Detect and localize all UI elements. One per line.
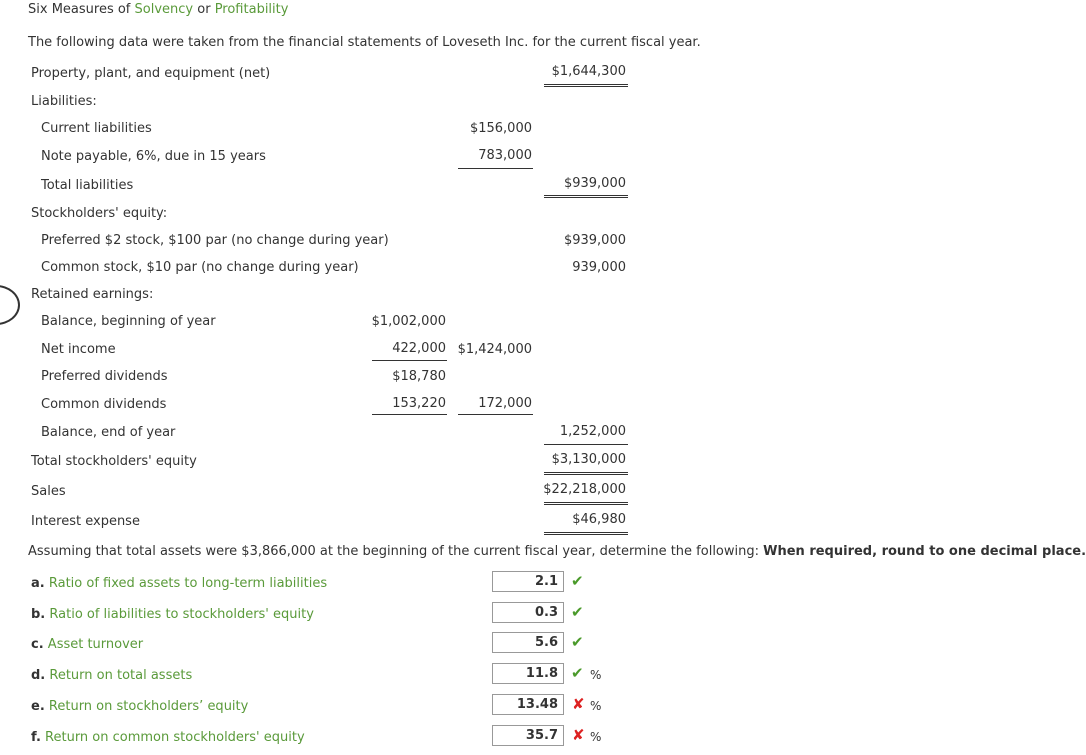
question-e [31,699,248,714]
question-text: Return on common stockholders' equity [45,730,305,745]
common-dividends-rule [372,414,447,415]
answer-input-b[interactable]: 0.3 [492,602,564,623]
question-text: Asset turnover [47,637,144,652]
common-dividends-subtotal: 172,000 [478,396,532,411]
scroll-indicator-circle [0,285,20,325]
preferred-dividends-value: $18,780 [392,369,446,384]
ppe-double-rule [544,84,628,87]
question-c [31,637,143,652]
question-f [31,730,305,745]
title-prefix: Six Measures of [28,2,135,17]
preferred-stock-value: $939,000 [563,233,626,248]
incorrect-x-icon: ✘ [572,726,585,744]
total-liabilities-double-rule [544,195,628,198]
total-liabilities-label: Total liabilities [41,178,134,193]
correct-check-icon: ✔ [571,664,584,682]
incorrect-x-icon: ✘ [572,695,585,713]
question-a [31,576,327,591]
common-stock-label: Common stock, $10 par (no change during year) [41,260,359,275]
balance-begin-label: Balance, beginning of year [41,314,216,329]
title-or: or [193,2,215,17]
common-dividends-label: Common dividends [41,397,167,412]
question-letter: f. [31,730,41,745]
net-income-subtotal: $1,424,000 [457,342,532,357]
preferred-stock-label: Preferred $2 stock, $100 par (no change during year) [41,233,389,248]
question-letter: b. [31,607,46,622]
solvency-link[interactable]: Solvency [134,2,194,17]
current-liabilities-value: $156,000 [469,121,532,136]
question-text: Return on total assets [49,668,193,683]
interest-expense-value: $46,980 [572,512,626,527]
question-text: Return on stockholders’ equity [48,699,249,714]
balance-end-rule [544,444,628,445]
net-income-value: 422,000 [392,341,446,356]
answer-input-e[interactable]: 13.48 [492,694,564,715]
interest-expense-label: Interest expense [31,514,140,529]
answer-input-f[interactable]: 35.7 [492,725,564,746]
total-se-double-rule [544,472,628,475]
question-letter: a. [31,576,45,591]
balance-begin-value: $1,002,000 [371,314,446,329]
total-liabilities-value: $939,000 [563,176,626,191]
note-payable-label: Note payable, 6%, due in 15 years [41,149,266,164]
sales-value: $22,218,000 [543,482,626,497]
balance-end-value: 1,252,000 [559,424,626,439]
assumption-text [28,544,1086,559]
question-letter: e. [31,699,45,714]
question-text: Ratio of liabilities to stockholders' equity [49,607,314,622]
ppe-value: $1,644,300 [551,64,626,79]
correct-check-icon: ✔ [571,633,584,651]
rounding-instruction: When required, round to one decimal place. [763,544,1086,559]
note-payable-value: 783,000 [478,148,532,163]
current-liabilities-label: Current liabilities [41,121,152,136]
total-se-label: Total stockholders' equity [31,454,197,469]
question-letter: c. [31,637,44,652]
stockholders-equity-heading: Stockholders' equity: [31,206,168,221]
percent-unit: % [590,699,602,713]
question-d [31,668,192,683]
intro-text: The following data were taken from the financial statements of Loveseth Inc. for the current fiscal year. [28,35,701,50]
profitability-link[interactable]: Profitability [214,2,289,17]
interest-expense-double-rule [544,532,628,535]
correct-check-icon: ✔ [571,603,584,621]
assumption-body: Assuming that total assets were $3,866,000 at the beginning of the current fiscal year, determine the following: [28,544,764,559]
net-income-rule [372,360,447,361]
sales-double-rule [544,502,628,505]
percent-unit: % [590,730,602,744]
net-income-label: Net income [41,342,116,357]
correct-check-icon: ✔ [571,572,584,590]
answer-input-a[interactable]: 2.1 [492,571,564,592]
sales-label: Sales [31,484,66,499]
balance-end-label: Balance, end of year [41,425,176,440]
question-text: Ratio of fixed assets to long-term liabilities [48,576,328,591]
question-letter: d. [31,668,46,683]
common-dividends-value: 153,220 [392,396,446,411]
question-b [31,607,314,622]
preferred-dividends-label: Preferred dividends [41,369,168,384]
ppe-label: Property, plant, and equipment (net) [31,66,271,81]
answer-input-c[interactable]: 5.6 [492,632,564,653]
answer-input-d[interactable]: 11.8 [492,663,564,684]
percent-unit: % [590,668,602,682]
page-title [28,2,288,17]
common-stock-value: 939,000 [572,260,626,275]
total-se-value: $3,130,000 [551,452,626,467]
note-payable-rule [458,168,533,169]
common-dividends-subtotal-rule [458,414,533,415]
liabilities-heading: Liabilities: [31,94,97,109]
retained-earnings-heading: Retained earnings: [31,287,154,302]
